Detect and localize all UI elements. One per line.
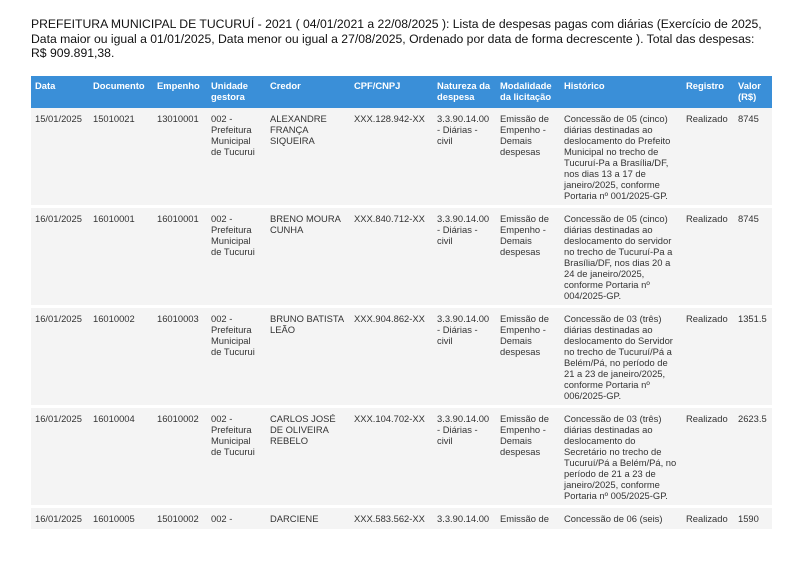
cell-empenho: 15010002 [153, 508, 207, 532]
header-credor[interactable]: Credor [266, 76, 350, 108]
cell-credor: DARCIENE [266, 508, 350, 532]
table-row [31, 308, 772, 408]
cell-unidade: 002 - Prefeitura Municipal de Tucurui [207, 208, 266, 308]
cell-unidade: 002 - Prefeitura Municipal de Tucurui [207, 308, 266, 408]
table-header-row [31, 76, 772, 108]
cell-natureza: 3.3.90.14.00 - Diárias - civil [433, 208, 496, 308]
cell-natureza: 3.3.90.14.00 - Diárias - civil [433, 408, 496, 508]
cell-historico: Concessão de 03 (três) diárias destinadas ao deslocamento do Servidor no trecho de Tucuruí/Pá a Belém/Pá, no período de 21 a 23 de janeiro/2025, conforme Portaria nº 006/2025-GP. [560, 308, 682, 408]
table-row [31, 408, 772, 508]
cell-empenho: 13010001 [153, 108, 207, 208]
cell-historico: Concessão de 05 (cinco) diárias destinadas ao deslocamento do servidor no trecho de Tucuruí-Pa a Brasília/DF, nos dias 20 a 24 de janeiro/2025, conforme Portaria nº 004/2025-GP. [560, 208, 682, 308]
cell-cpf: XXX.840.712-XX [350, 208, 433, 308]
cell-modalidade: Emissão de Empenho - Demais despesas [496, 108, 560, 208]
cell-modalidade: Emissão de [496, 508, 560, 532]
cell-cpf: XXX.583.562-XX [350, 508, 433, 532]
cell-unidade: 002 - Prefeitura Municipal de Tucurui [207, 108, 266, 208]
cell-empenho: 16010001 [153, 208, 207, 308]
cell-natureza: 3.3.90.14.00 - Diárias - civil [433, 308, 496, 408]
header-natureza[interactable]: Natureza da despesa [433, 76, 496, 108]
cell-modalidade: Emissão de Empenho - Demais despesas [496, 308, 560, 408]
cell-registro: Realizado [682, 408, 734, 508]
cell-data: 16/01/2025 [31, 508, 89, 532]
cell-credor: ALEXANDRE FRANÇA SIQUEIRA [266, 108, 350, 208]
header-registro[interactable]: Registro [682, 76, 734, 108]
cell-credor: CARLOS JOSÉ DE OLIVEIRA REBELO [266, 408, 350, 508]
expenses-table [31, 76, 772, 532]
cell-documento: 16010001 [89, 208, 153, 308]
cell-unidade: 002 - [207, 508, 266, 532]
header-documento[interactable]: Documento [89, 76, 153, 108]
cell-empenho: 16010003 [153, 308, 207, 408]
cell-natureza: 3.3.90.14.00 - Diárias - civil [433, 108, 496, 208]
header-valor[interactable]: Valor (R$) [734, 76, 772, 108]
cell-unidade: 002 - Prefeitura Municipal de Tucurui [207, 408, 266, 508]
table-row [31, 508, 772, 532]
cell-cpf: XXX.128.942-XX [350, 108, 433, 208]
cell-registro: Realizado [682, 508, 734, 532]
cell-valor: 1590 [734, 508, 772, 532]
table-row [31, 108, 772, 208]
cell-historico: Concessão de 03 (três) diárias destinadas ao deslocamento do Secretário no trecho de Tucuruí/Pá a Belém/Pá, no período de 21 a 23 de janeiro/2025, conforme Portaria nº 005/2025-GP. [560, 408, 682, 508]
cell-documento: 16010002 [89, 308, 153, 408]
cell-credor: BRENO MOURA CUNHA [266, 208, 350, 308]
cell-credor: BRUNO BATISTA LEÃO [266, 308, 350, 408]
header-cpf-cnpj[interactable]: CPF/CNPJ [350, 76, 433, 108]
cell-modalidade: Emissão de Empenho - Demais despesas [496, 408, 560, 508]
header-modalidade[interactable]: Modalidade da licitação [496, 76, 560, 108]
header-unidade-gestora[interactable]: Unidade gestora [207, 76, 266, 108]
cell-cpf: XXX.104.702-XX [350, 408, 433, 508]
cell-valor: 8745 [734, 108, 772, 208]
cell-data: 16/01/2025 [31, 408, 89, 508]
cell-data: 15/01/2025 [31, 108, 89, 208]
cell-registro: Realizado [682, 108, 734, 208]
table-row [31, 208, 772, 308]
cell-cpf: XXX.904.862-XX [350, 308, 433, 408]
cell-documento: 16010005 [89, 508, 153, 532]
cell-valor: 2623.5 [734, 408, 772, 508]
cell-natureza: 3.3.90.14.00 [433, 508, 496, 532]
cell-data: 16/01/2025 [31, 208, 89, 308]
cell-registro: Realizado [682, 308, 734, 408]
cell-data: 16/01/2025 [31, 308, 89, 408]
cell-documento: 15010021 [89, 108, 153, 208]
header-data[interactable]: Data [31, 76, 89, 108]
cell-historico: Concessão de 05 (cinco) diárias destinadas ao deslocamento do Prefeito Municipal no trecho de Tucuruí-Pa a Brasília/DF, nos dias 13 a 17 de janeiro/2025, conforme Portaria nº 001/2025-GP. [560, 108, 682, 208]
cell-registro: Realizado [682, 208, 734, 308]
cell-valor: 8745 [734, 208, 772, 308]
header-historico[interactable]: Histórico [560, 76, 682, 108]
cell-empenho: 16010002 [153, 408, 207, 508]
report-title: PREFEITURA MUNICIPAL DE TUCURUÍ - 2021 ( 04/01/2021 a 22/08/2025 ): Lista de despesas pagas com diárias (Exercício de 2025, Data maior ou igual a 01/01/2025, Data menor ou igual a 27/08/2025, Ordenado por data de forma decrescente ). Total das despesas: R$ 909.891,38. [31, 17, 762, 60]
cell-valor: 1351.5 [734, 308, 772, 408]
cell-modalidade: Emissão de Empenho - Demais despesas [496, 208, 560, 308]
cell-documento: 16010004 [89, 408, 153, 508]
cell-historico: Concessão de 06 (seis) [560, 508, 682, 532]
header-empenho[interactable]: Empenho [153, 76, 207, 108]
